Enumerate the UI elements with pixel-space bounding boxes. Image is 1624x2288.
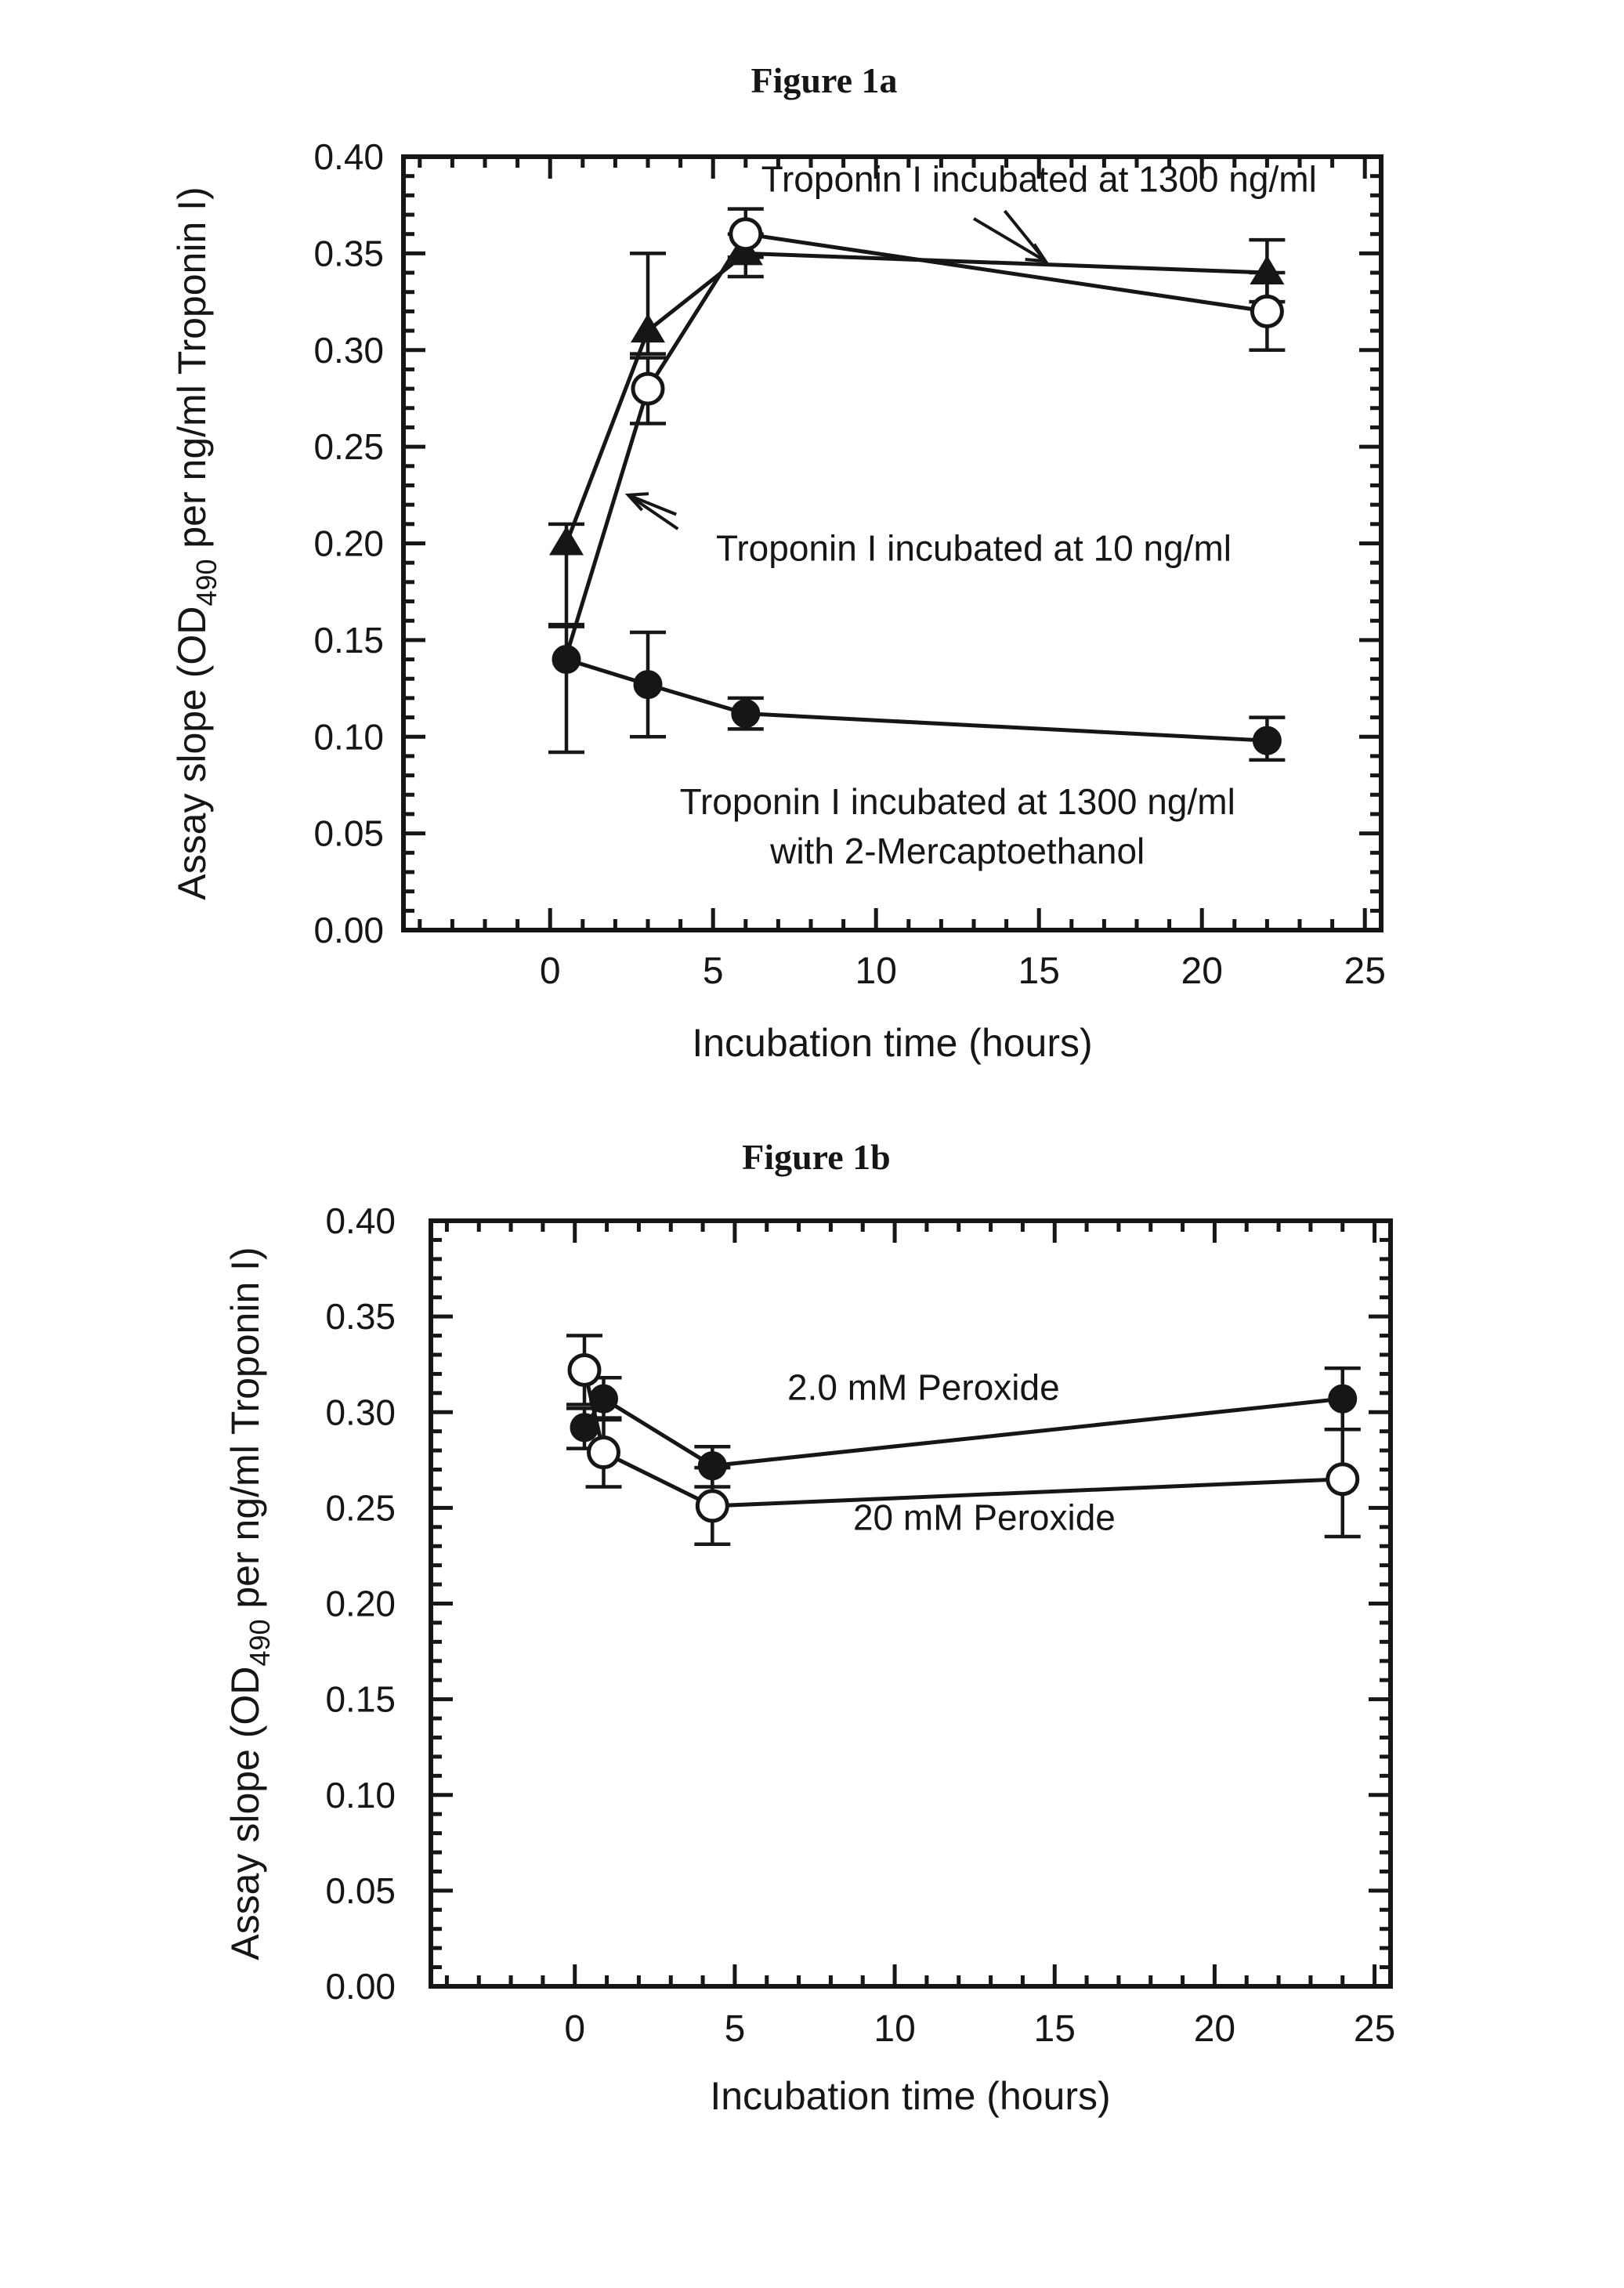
- filled-circle-marker: [732, 701, 759, 727]
- figure-fig1b: [223, 1137, 1395, 2118]
- series-line-1-fig1a: [566, 234, 1267, 656]
- y-axis-tick-labels: [325, 1200, 396, 2007]
- y-axis-title-text: Assay slope (OD: [170, 606, 214, 900]
- filled-circle-marker: [699, 1453, 725, 1479]
- y-tick-label: 0.10: [313, 716, 384, 758]
- y-tick-label: 0.25: [313, 426, 384, 468]
- y-tick-label: 0.35: [325, 1296, 396, 1338]
- x-tick-label: 0: [564, 2008, 586, 2050]
- filled-triangle-marker: [549, 527, 584, 556]
- x-tick-label: 10: [855, 950, 897, 992]
- filled-circle-marker: [1253, 727, 1280, 754]
- filled-circle-marker: [591, 1385, 617, 1412]
- annotation-label-2me-line1: Troponin I incubated at 1300 ng/ml: [679, 780, 1235, 822]
- y-tick-label: 0.15: [325, 1678, 396, 1720]
- y-axis-title-text: per ng/ml Troponin I): [223, 1247, 267, 1620]
- x-axis-tick-labels: [564, 2008, 1395, 2050]
- y-tick-label: 0.15: [313, 619, 384, 661]
- y-tick-label: 0.10: [325, 1774, 396, 1816]
- open-circle-marker: [1328, 1464, 1358, 1494]
- y-axis-title: [170, 186, 222, 900]
- x-tick-label: 25: [1353, 2008, 1396, 2050]
- y-tick-label: 0.05: [313, 813, 384, 854]
- x-tick-label: 15: [1018, 950, 1060, 992]
- figure-fig1a: [170, 60, 1386, 1065]
- annotation-label-20mm: 20 mM Peroxide: [852, 1497, 1116, 1538]
- x-tick-label: 0: [539, 950, 561, 992]
- x-tick-label: 20: [1193, 2008, 1236, 2050]
- arrow-to-1300-series-icon: [974, 211, 1046, 261]
- x-tick-label: 5: [724, 2008, 746, 2050]
- open-circle-marker: [589, 1438, 619, 1468]
- open-circle-marker: [570, 1356, 599, 1385]
- x-tick-label: 25: [1344, 950, 1386, 992]
- filled-triangle-marker: [1250, 255, 1284, 284]
- y-axis-title-text: Assay slope (OD: [223, 1666, 267, 1960]
- annotation-label-2me-line2: with 2-Mercaptoethanol: [770, 830, 1145, 871]
- annotation-label-10: Troponin I incubated at 10 ng/ml: [715, 527, 1232, 569]
- y-tick-label: 0.00: [325, 1966, 396, 2007]
- y-tick-label: 0.20: [325, 1583, 396, 1624]
- filled-circle-marker: [553, 646, 580, 673]
- x-tick-label: 15: [1033, 2008, 1076, 2050]
- y-tick-label: 0.25: [325, 1487, 396, 1529]
- open-circle-marker: [697, 1491, 727, 1521]
- annotation-label-1300: Troponin I incubated at 1300 ng/ml: [761, 158, 1317, 200]
- y-tick-label: 0.35: [313, 233, 384, 274]
- y-axis-title: [223, 1247, 276, 1960]
- y-tick-label: 0.40: [325, 1200, 396, 1241]
- x-tick-label: 5: [702, 950, 724, 992]
- open-circle-marker: [731, 219, 761, 249]
- series-line-2-fig1a: [566, 660, 1267, 741]
- y-tick-label: 0.40: [313, 136, 384, 177]
- figure-title-fig1a: Figure 1a: [751, 60, 898, 100]
- filled-triangle-marker: [631, 313, 665, 342]
- y-tick-label: 0.20: [313, 523, 384, 564]
- filled-circle-marker: [635, 672, 661, 698]
- open-circle-marker: [1252, 296, 1282, 326]
- open-circle-marker: [633, 374, 663, 404]
- x-tick-label: 20: [1181, 950, 1223, 992]
- arrow-to-10-series-icon: [628, 494, 678, 529]
- y-axis-title-subscript: 490: [244, 1619, 276, 1667]
- annotation-label-2mm: 2.0 mM Peroxide: [787, 1367, 1060, 1408]
- figure-title-fig1b: Figure 1b: [742, 1137, 891, 1177]
- y-tick-label: 0.05: [325, 1870, 396, 1911]
- series-line-0-fig1b: [584, 1399, 1343, 1465]
- y-tick-label: 0.30: [313, 329, 384, 371]
- filled-circle-marker: [571, 1414, 598, 1441]
- x-axis-tick-labels: [540, 950, 1386, 992]
- x-axis-title: Incubation time (hours): [692, 1021, 1093, 1065]
- y-tick-label: 0.30: [325, 1392, 396, 1433]
- x-tick-label: 10: [873, 2008, 916, 2050]
- y-axis-title-subscript: 490: [190, 559, 222, 606]
- y-tick-label: 0.00: [313, 910, 384, 950]
- filled-circle-marker: [1329, 1385, 1356, 1412]
- y-axis-tick-labels: [313, 136, 384, 950]
- y-axis-title-text: per ng/ml Troponin I): [170, 186, 214, 559]
- x-axis-title: Incubation time (hours): [710, 2074, 1111, 2118]
